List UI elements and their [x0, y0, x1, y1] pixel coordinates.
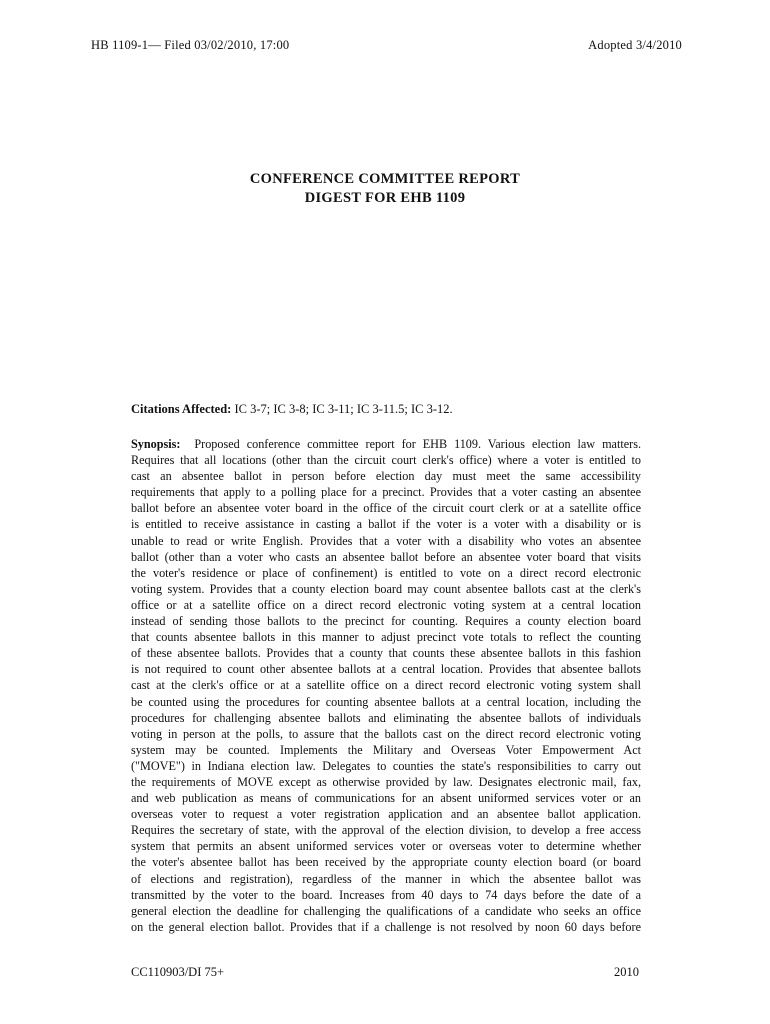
citations-label: Citations Affected: [131, 402, 232, 416]
synopsis-line: is not required to count other absentee ballots at a central location. Provides that absentee ballots [131, 662, 641, 677]
synopsis-line: unable to read or write English. Provides that a voter with a disability who votes an absentee [131, 533, 641, 548]
footer-year: 2010 [614, 965, 639, 979]
synopsis-line: system may be counted. Implements the Military and Overseas Voter Empowerment Act [131, 742, 641, 757]
citations-text: IC 3-7; IC 3-8; IC 3-11; IC 3-11.5; IC 3-12. [234, 402, 453, 416]
synopsis-line: of these absentee ballots. Provides that a county that counts these absentee ballots in this fashion [131, 646, 641, 661]
synopsis-line: that counts absentee ballots in this manner to adjust precinct vote totals to reflect the counting [131, 630, 641, 645]
synopsis-label: Synopsis: [131, 437, 181, 451]
synopsis-line: of elections and registration), regardless of the manner in which the absentee ballot was [131, 871, 641, 886]
document-title [0, 170, 770, 208]
synopsis-line: the requirements of MOVE except as otherwise provided by law. Designates electronic mail, fax, [131, 774, 641, 789]
synopsis-line [131, 436, 641, 452]
synopsis-line: be counted using the procedures for counting absentee ballots at a central location, including the [131, 694, 641, 709]
synopsis-line: transmitted by the voter to the board. Increases from 40 days to 74 days before the date of a [131, 887, 641, 902]
synopsis [131, 436, 641, 935]
synopsis-line: and web publication as means of communications for an absent uniformed services voter or an [131, 791, 641, 806]
synopsis-line: on the general election ballot. Provides that if a challenge is not resolved by noon 60 days before [131, 919, 641, 934]
synopsis-line: Requires the secretary of state, with the approval of the election division, to develop a free access [131, 823, 641, 838]
synopsis-line: is entitled to receive assistance in casting a ballot if the voter is a voter with a disability or is [131, 517, 641, 532]
synopsis-line: general election the deadline for challenging the qualifications of a candidate who seeks an office [131, 903, 641, 918]
footer-document-code: CC110903/DI 75+ [131, 965, 225, 979]
synopsis-line: ballot before an absentee voter board in the office of the circuit court clerk or at a satellite office [131, 501, 641, 516]
synopsis-line: system that permits an absent uniformed services voter or overseas voter to determine whether [131, 839, 641, 854]
synopsis-line: voting system. Provides that a county election board may count absentee ballots cast at the clerk's [131, 581, 641, 596]
synopsis-line: ballot (other than a voter who casts an absentee ballot before an absentee voter board that visits [131, 549, 641, 564]
synopsis-line: ("MOVE") in Indiana election law. Delegates to counties the state's responsibilities to carry out [131, 758, 641, 773]
synopsis-line: procedures for challenging absentee ballots and eliminating the absentee ballots of individuals [131, 710, 641, 725]
title-line-2: DIGEST FOR EHB 1109 [304, 190, 466, 206]
synopsis-line: Requires that all locations (other than the circuit court clerk's office) where a voter is entitled to [131, 453, 641, 468]
title-line-1: CONFERENCE COMMITTEE REPORT [249, 171, 521, 187]
synopsis-line: overseas voter to request a voter registration application and an absentee ballot application. [131, 807, 641, 822]
synopsis-line: voting in person at the polls, to assure that the ballots cast on the direct record electronic voting [131, 726, 641, 741]
synopsis-line: office or at a satellite office on a direct record electronic voting system at a central location [131, 597, 641, 612]
synopsis-line: cast at the clerk's office or at a satellite office on a direct record electronic voting system shall [131, 678, 641, 693]
synopsis-line: requirements that apply to a polling place for a precinct. Provides that a voter casting an absentee [131, 485, 641, 500]
header-filing-info: HB 1109-1— Filed 03/02/2010, 17:00 [91, 38, 290, 52]
header-adopted-date: Adopted 3/4/2010 [588, 38, 682, 52]
synopsis-line: the voter's absentee ballot has been received by the appropriate county election board (or board [131, 855, 641, 870]
synopsis-line: the voter's residence or place of confinement) is entitled to vote on a direct record electronic [131, 565, 641, 580]
synopsis-line: cast an absentee ballot in person before election day must meet the same accessibility [131, 469, 641, 484]
synopsis-line-text: Proposed conference committee report for EHB 1109. Various election law matters. [194, 437, 641, 451]
citations-affected [131, 402, 641, 417]
synopsis-line: instead of sending those ballots to the precinct for counting. Requires a county election board [131, 614, 641, 629]
